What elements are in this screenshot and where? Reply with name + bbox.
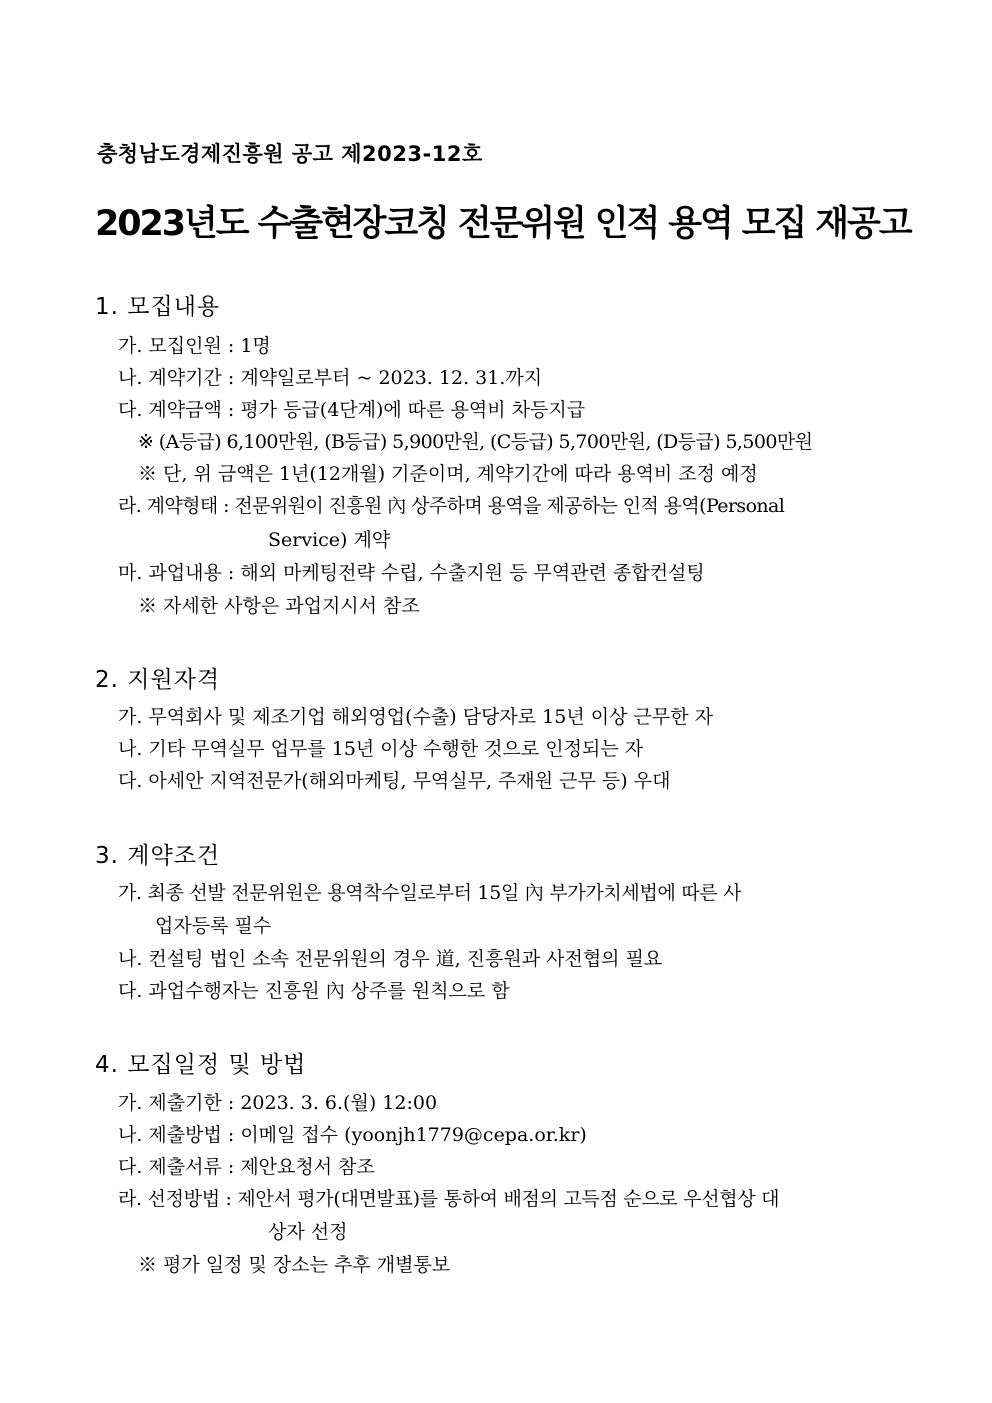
- list-item: 나. 기타 무역실무 업무를 15년 이상 수행한 것으로 인정되는 자: [118, 738, 644, 760]
- list-item: 가. 모집인원 : 1명: [118, 335, 271, 357]
- list-item: 다. 제출서류 : 제안요청서 참조: [118, 1156, 375, 1178]
- section-heading-recruitment: 1. 모집내용: [95, 294, 221, 320]
- note-item: ※ 평가 일정 및 장소는 추후 개별통보: [138, 1254, 451, 1276]
- list-item-continuation: 업자등록 필수: [155, 915, 272, 937]
- note-item: ※ 자세한 사항은 과업지시서 참조: [138, 595, 420, 617]
- document-title: 2023년도 수출현장코칭 전문위원 인적 용역 모집 재공고: [95, 204, 911, 244]
- list-item-continuation: 상자 선정: [268, 1221, 348, 1243]
- section-heading-qualifications: 2. 지원자격: [95, 667, 221, 693]
- notice-number: 충청남도경제진흥원 공고 제2023-12호: [97, 142, 483, 166]
- note-item: ※ 단, 위 금액은 1년(12개월) 기준이며, 계약기간에 따라 용역비 조정 예정: [138, 463, 758, 485]
- note-item: ※ (A등급) 6,100만원, (B등급) 5,900만원, (C등급) 5,700만원, (D등급) 5,500만원: [138, 431, 813, 453]
- list-item: 가. 무역회사 및 제조기업 해외영업(수출) 담당자로 15년 이상 근무한 자: [118, 706, 713, 728]
- list-item: 나. 컨설팅 법인 소속 전문위원의 경우 道, 진흥원과 사전협의 필요: [118, 948, 663, 970]
- list-item: 가. 제출기한 : 2023. 3. 6.(월) 12:00: [118, 1092, 438, 1114]
- list-item: 마. 과업내용 : 해외 마케팅전략 수립, 수출지원 등 무역관련 종합컨설팅: [118, 562, 705, 584]
- list-item: 라. 선정방법 : 제안서 평가(대면발표)를 통하여 배점의 고득점 순으로 우선협상 대: [118, 1188, 780, 1210]
- list-item: 다. 과업수행자는 진흥원 內 상주를 원칙으로 함: [118, 980, 510, 1002]
- list-item: 다. 계약금액 : 평가 등급(4단계)에 따른 용역비 차등지급: [118, 399, 586, 421]
- list-item: 나. 계약기간 : 계약일로부터 ~ 2023. 12. 31.까지: [118, 367, 543, 389]
- section-heading-contract-terms: 3. 계약조건: [95, 843, 221, 869]
- list-item: 가. 최종 선발 전문위원은 용역착수일로부터 15일 內 부가가치세법에 따른 사: [118, 882, 742, 904]
- list-item-continuation: Service) 계약: [268, 529, 391, 551]
- list-item: 나. 제출방법 : 이메일 접수 (yoonjh1779@cepa.or.kr): [118, 1124, 587, 1146]
- list-item: 라. 계약형태 : 전문위원이 진흥원 內 상주하며 용역을 제공하는 인적 용역(Personal: [118, 495, 785, 517]
- list-item: 다. 아세안 지역전문가(해외마케팅, 무역실무, 주재원 근무 등) 우대: [118, 770, 671, 792]
- section-heading-schedule-method: 4. 모집일정 및 방법: [95, 1052, 307, 1078]
